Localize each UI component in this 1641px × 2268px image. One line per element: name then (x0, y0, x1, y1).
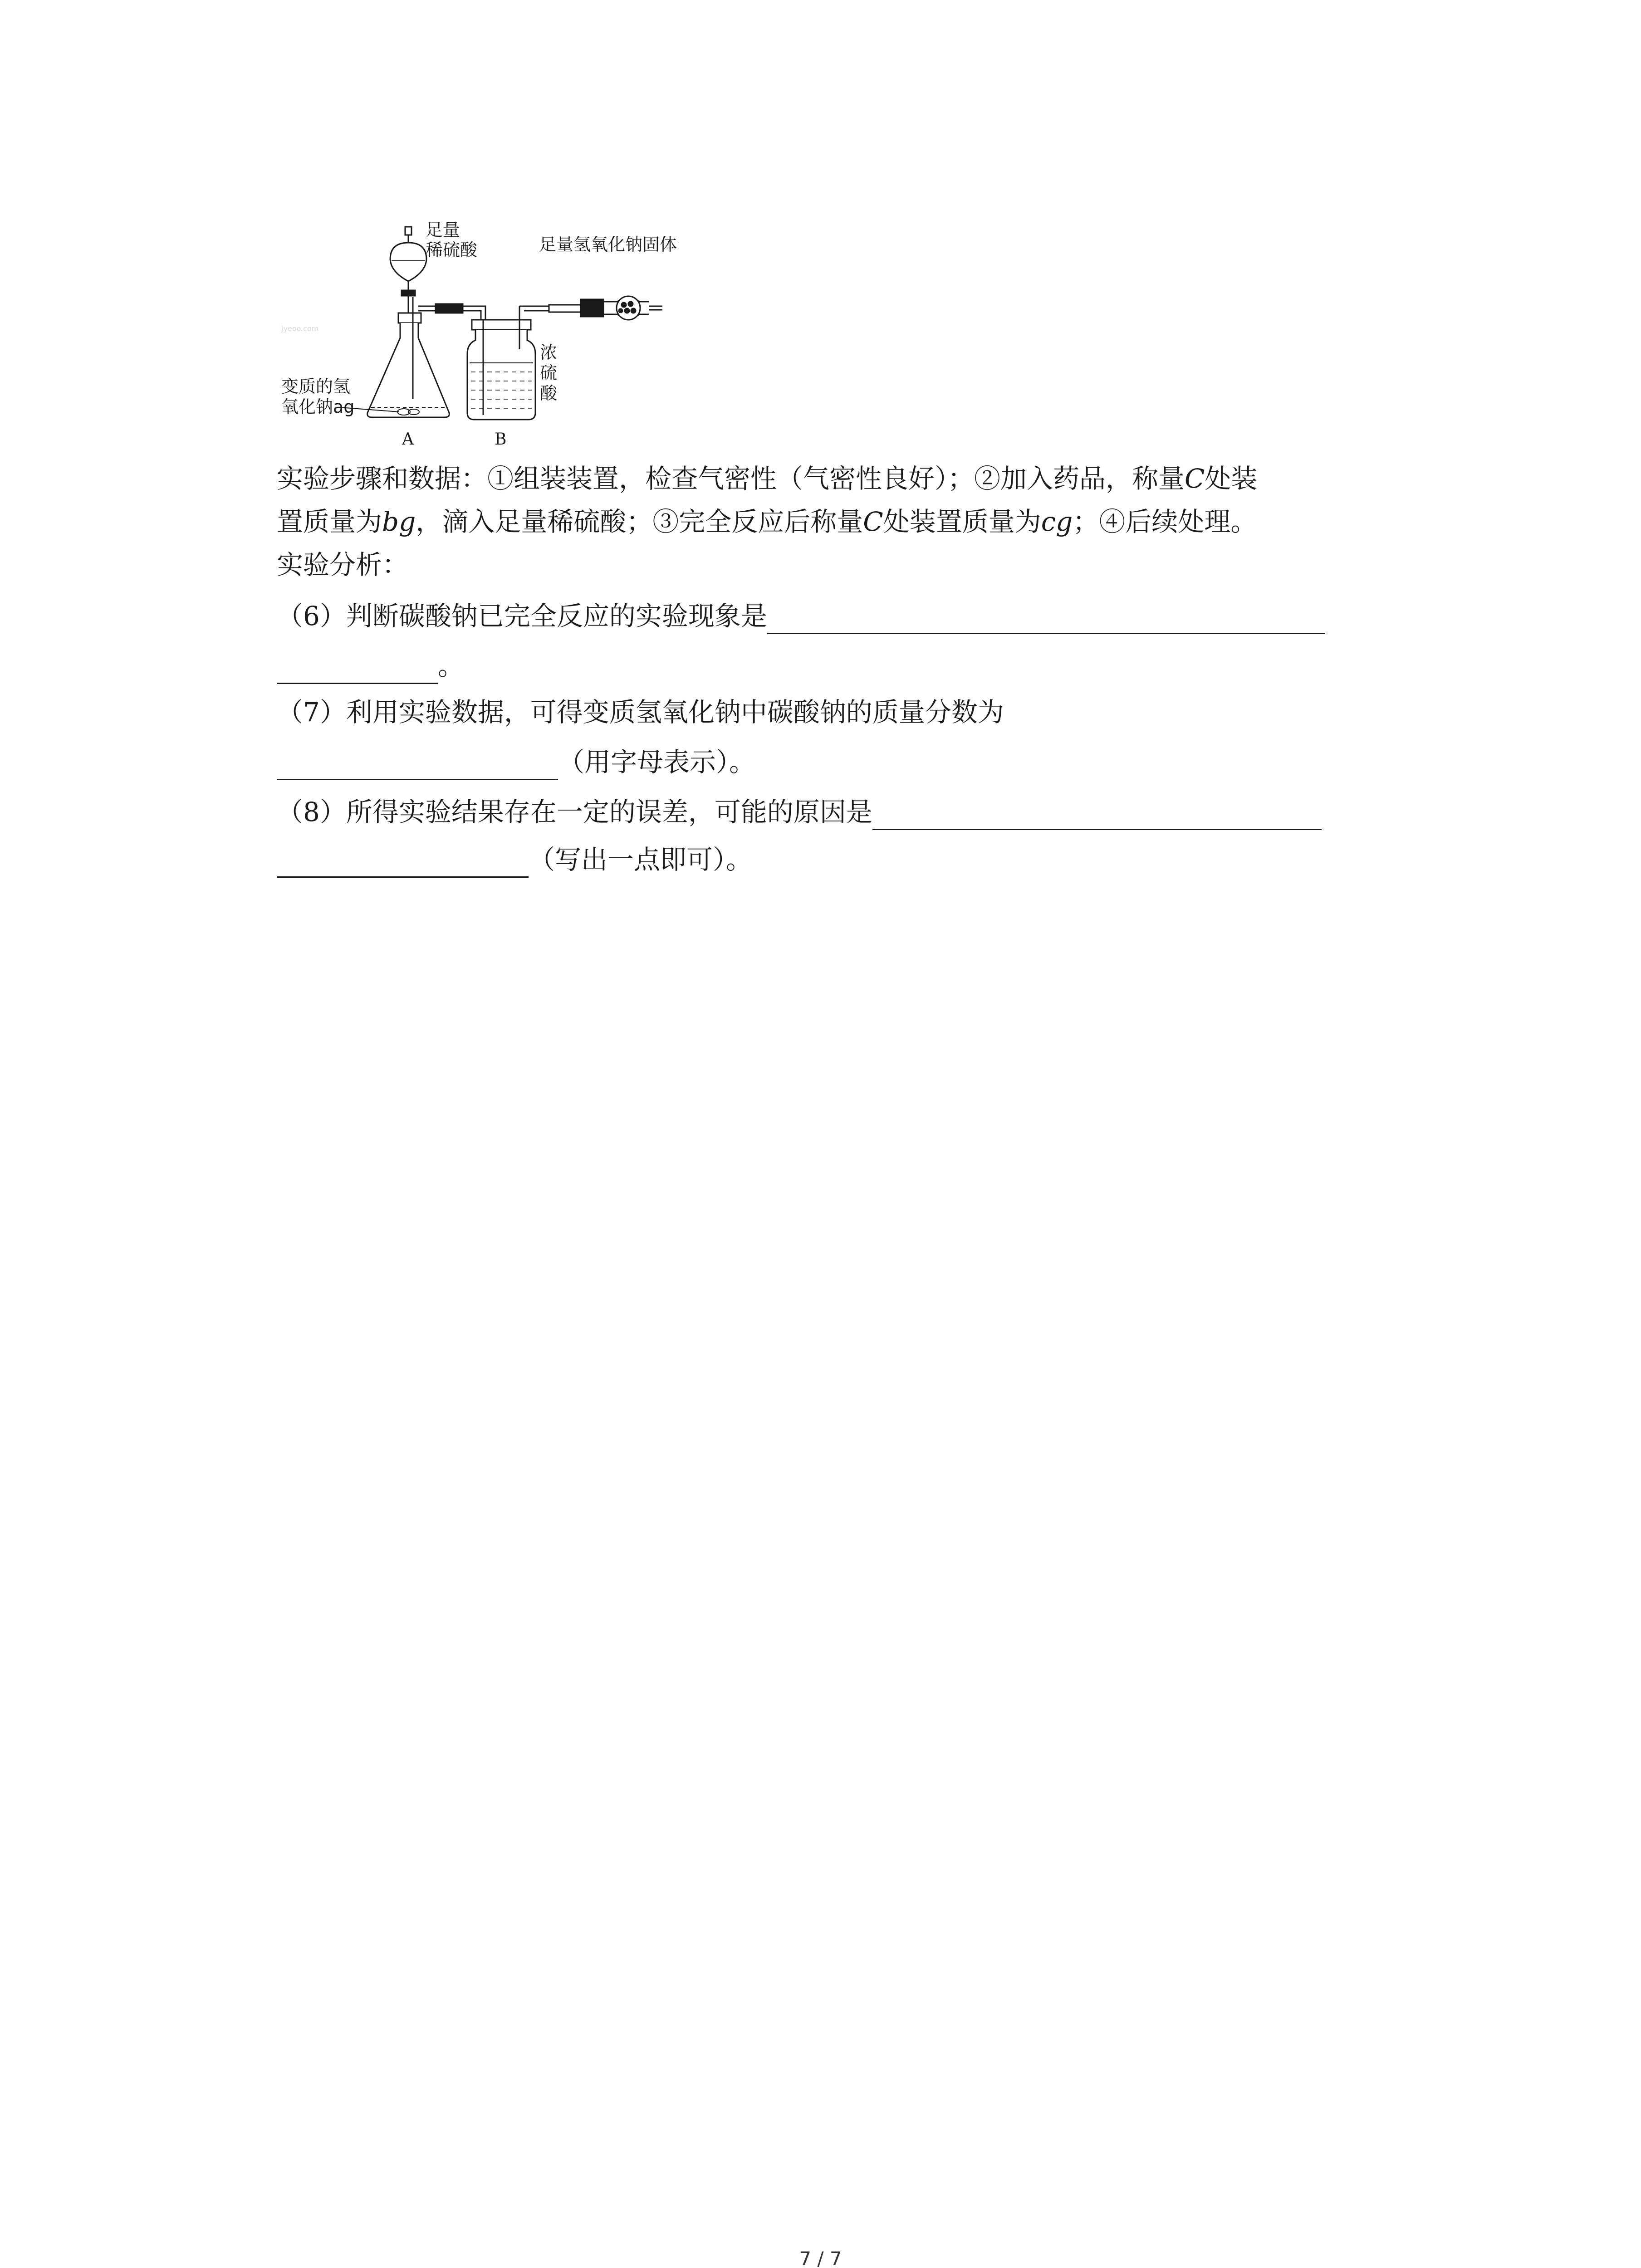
steps-text: 实验步骤和数据：①组装装置，检查气密性（气密性良好）；②加入药品，称量 (277, 463, 1185, 494)
label-sample-1: 变质的氢 (281, 376, 351, 396)
var-bg: bg (382, 506, 416, 537)
label-acid-1: 足量 (426, 220, 460, 240)
label-conc-3: 酸 (540, 383, 558, 403)
question-6 (277, 598, 1325, 634)
label-sample-2: 氧化钠ag (281, 397, 355, 417)
letter-b: B (495, 430, 507, 449)
var-c: C (863, 506, 883, 537)
gas-washing-bottle-b (467, 306, 535, 420)
question-7 (277, 694, 1004, 730)
letter-a: A (402, 430, 414, 449)
var-cg: cg (1041, 506, 1073, 537)
answer-blank-6a[interactable] (767, 603, 1325, 634)
question-8 (277, 794, 1322, 830)
apparatus-diagram (254, 218, 717, 463)
answer-blank-6b[interactable] (277, 653, 438, 684)
question-6-text: （6）判断碳酸钠已完全反应的实验现象是 (277, 601, 767, 631)
steps-line-2 (277, 503, 1257, 540)
question-6-cont (277, 648, 464, 684)
steps-text: 置质量为 (277, 506, 382, 537)
question-8-cont (277, 841, 752, 878)
steps-text: ；④后续处理。 (1073, 506, 1257, 537)
watermark-text: jyeoo.com (281, 324, 319, 333)
steps-text: ，滴入足量稀硫酸；③完全反应后称量 (416, 506, 863, 537)
answer-blank-7[interactable] (277, 749, 558, 780)
analysis-title: 实验分析： (277, 549, 409, 580)
conical-flask-a (367, 297, 450, 417)
apparatus-figure (254, 218, 717, 463)
steps-text: 处装置质量为 (883, 506, 1041, 537)
question-7-cont (277, 744, 755, 780)
question-7-end: （用字母表示）。 (558, 747, 756, 777)
answer-blank-8b[interactable] (277, 846, 529, 878)
page-number: 7 / 7 (799, 2248, 842, 2268)
question-8-text: （8）所得实验结果存在一定的误差，可能的原因是 (277, 797, 872, 827)
steps-text: 处装 (1205, 463, 1258, 494)
drying-tube-c (519, 296, 662, 320)
answer-blank-8a[interactable] (872, 799, 1322, 830)
separatory-funnel (390, 227, 426, 322)
label-acid-2: 稀硫酸 (426, 240, 478, 260)
question-6-end: 。 (438, 650, 465, 681)
label-conc-2: 硫 (540, 363, 558, 383)
question-8-end: （写出一点即可）。 (529, 844, 753, 875)
steps-line-1 (277, 460, 1257, 497)
question-7-text: （7）利用实验数据，可得变质氢氧化钠中碳酸钠的质量分数为 (277, 697, 1004, 728)
var-c: C (1185, 463, 1205, 494)
label-conc-1: 浓 (540, 342, 558, 362)
label-naoh-solid: 足量氢氧化钠固体 (539, 235, 677, 254)
